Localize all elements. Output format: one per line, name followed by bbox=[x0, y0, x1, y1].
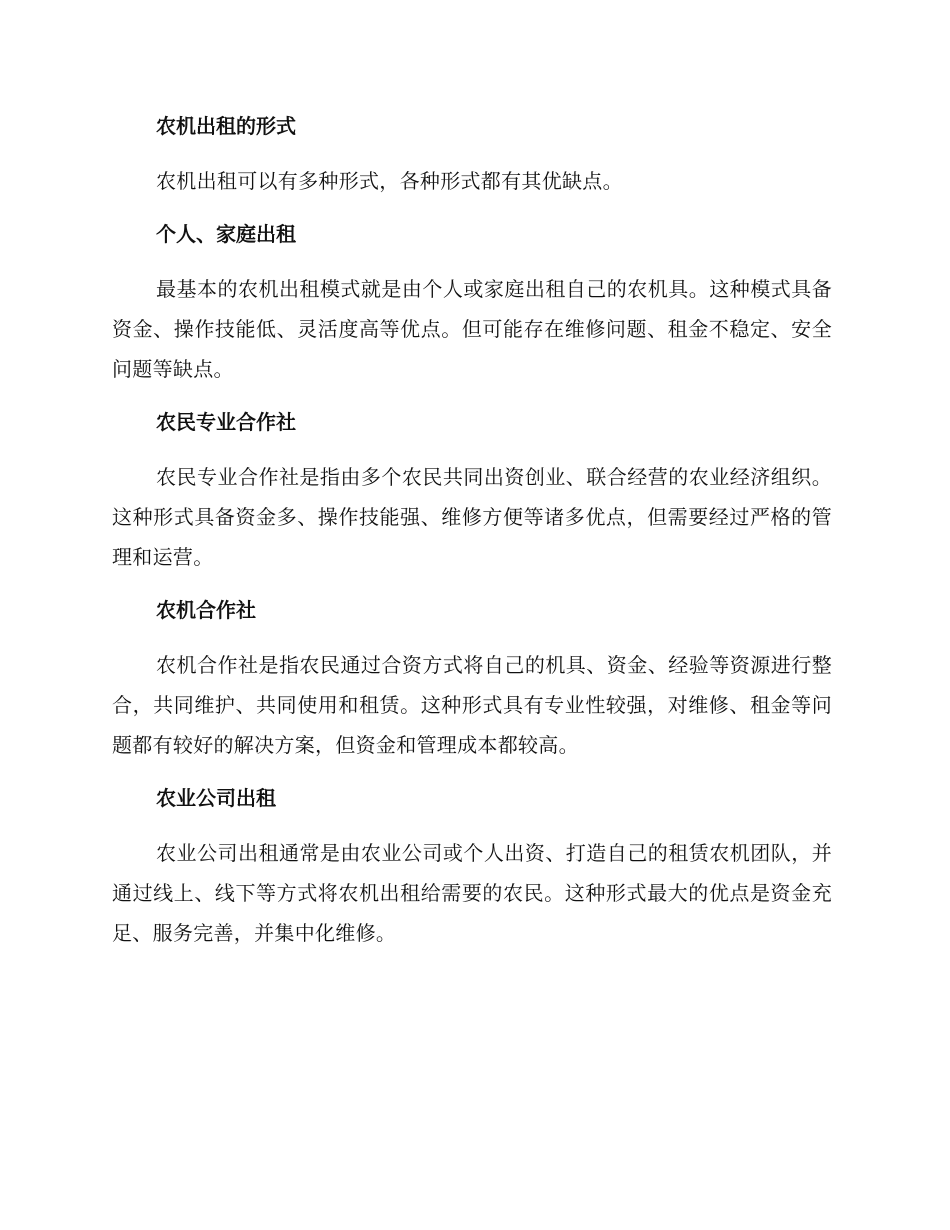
section-body-agri-company: 农业公司出租通常是由农业公司或个人出资、打造自己的租赁农机团队，并通过线上、线下等方式将农机出租给需要的农民。这种形式最大的优点是资金充足、服务完善，并集中化维修。 bbox=[112, 841, 832, 945]
section-body-individual-family: 最基本的农机出租模式就是由个人或家庭出租自己的农机具。这种模式具备资金、操作技能低、灵活度高等优点。但可能存在维修问题、租金不稳定、安全问题等缺点。 bbox=[112, 277, 832, 381]
section-heading-farmer-cooperative: 农民专业合作社 bbox=[156, 410, 296, 434]
section-heading-individual-family: 个人、家庭出租 bbox=[156, 222, 296, 246]
section-body-machinery-cooperative: 农机合作社是指农民通过合资方式将自己的机具、资金、经验等资源进行整合，共同维护、共同使用和租赁。这种形式具有专业性较强，对维修、租金等问题都有较好的解决方案，但资金和管理成本都较高。 bbox=[112, 653, 832, 757]
section-body-rental-forms: 农机出租可以有多种形式，各种形式都有其优缺点。 bbox=[156, 169, 623, 193]
section-body-farmer-cooperative: 农民专业合作社是指由多个农民共同出资创业、联合经营的农业经济组织。这种形式具备资金多、操作技能强、维修方便等诸多优点，但需要经过严格的管理和运营。 bbox=[112, 465, 832, 569]
document-page bbox=[112, 108, 832, 968]
section-heading-rental-forms: 农机出租的形式 bbox=[156, 114, 296, 138]
section-heading-agri-company: 农业公司出租 bbox=[156, 786, 276, 810]
section-heading-machinery-cooperative: 农机合作社 bbox=[156, 598, 256, 622]
